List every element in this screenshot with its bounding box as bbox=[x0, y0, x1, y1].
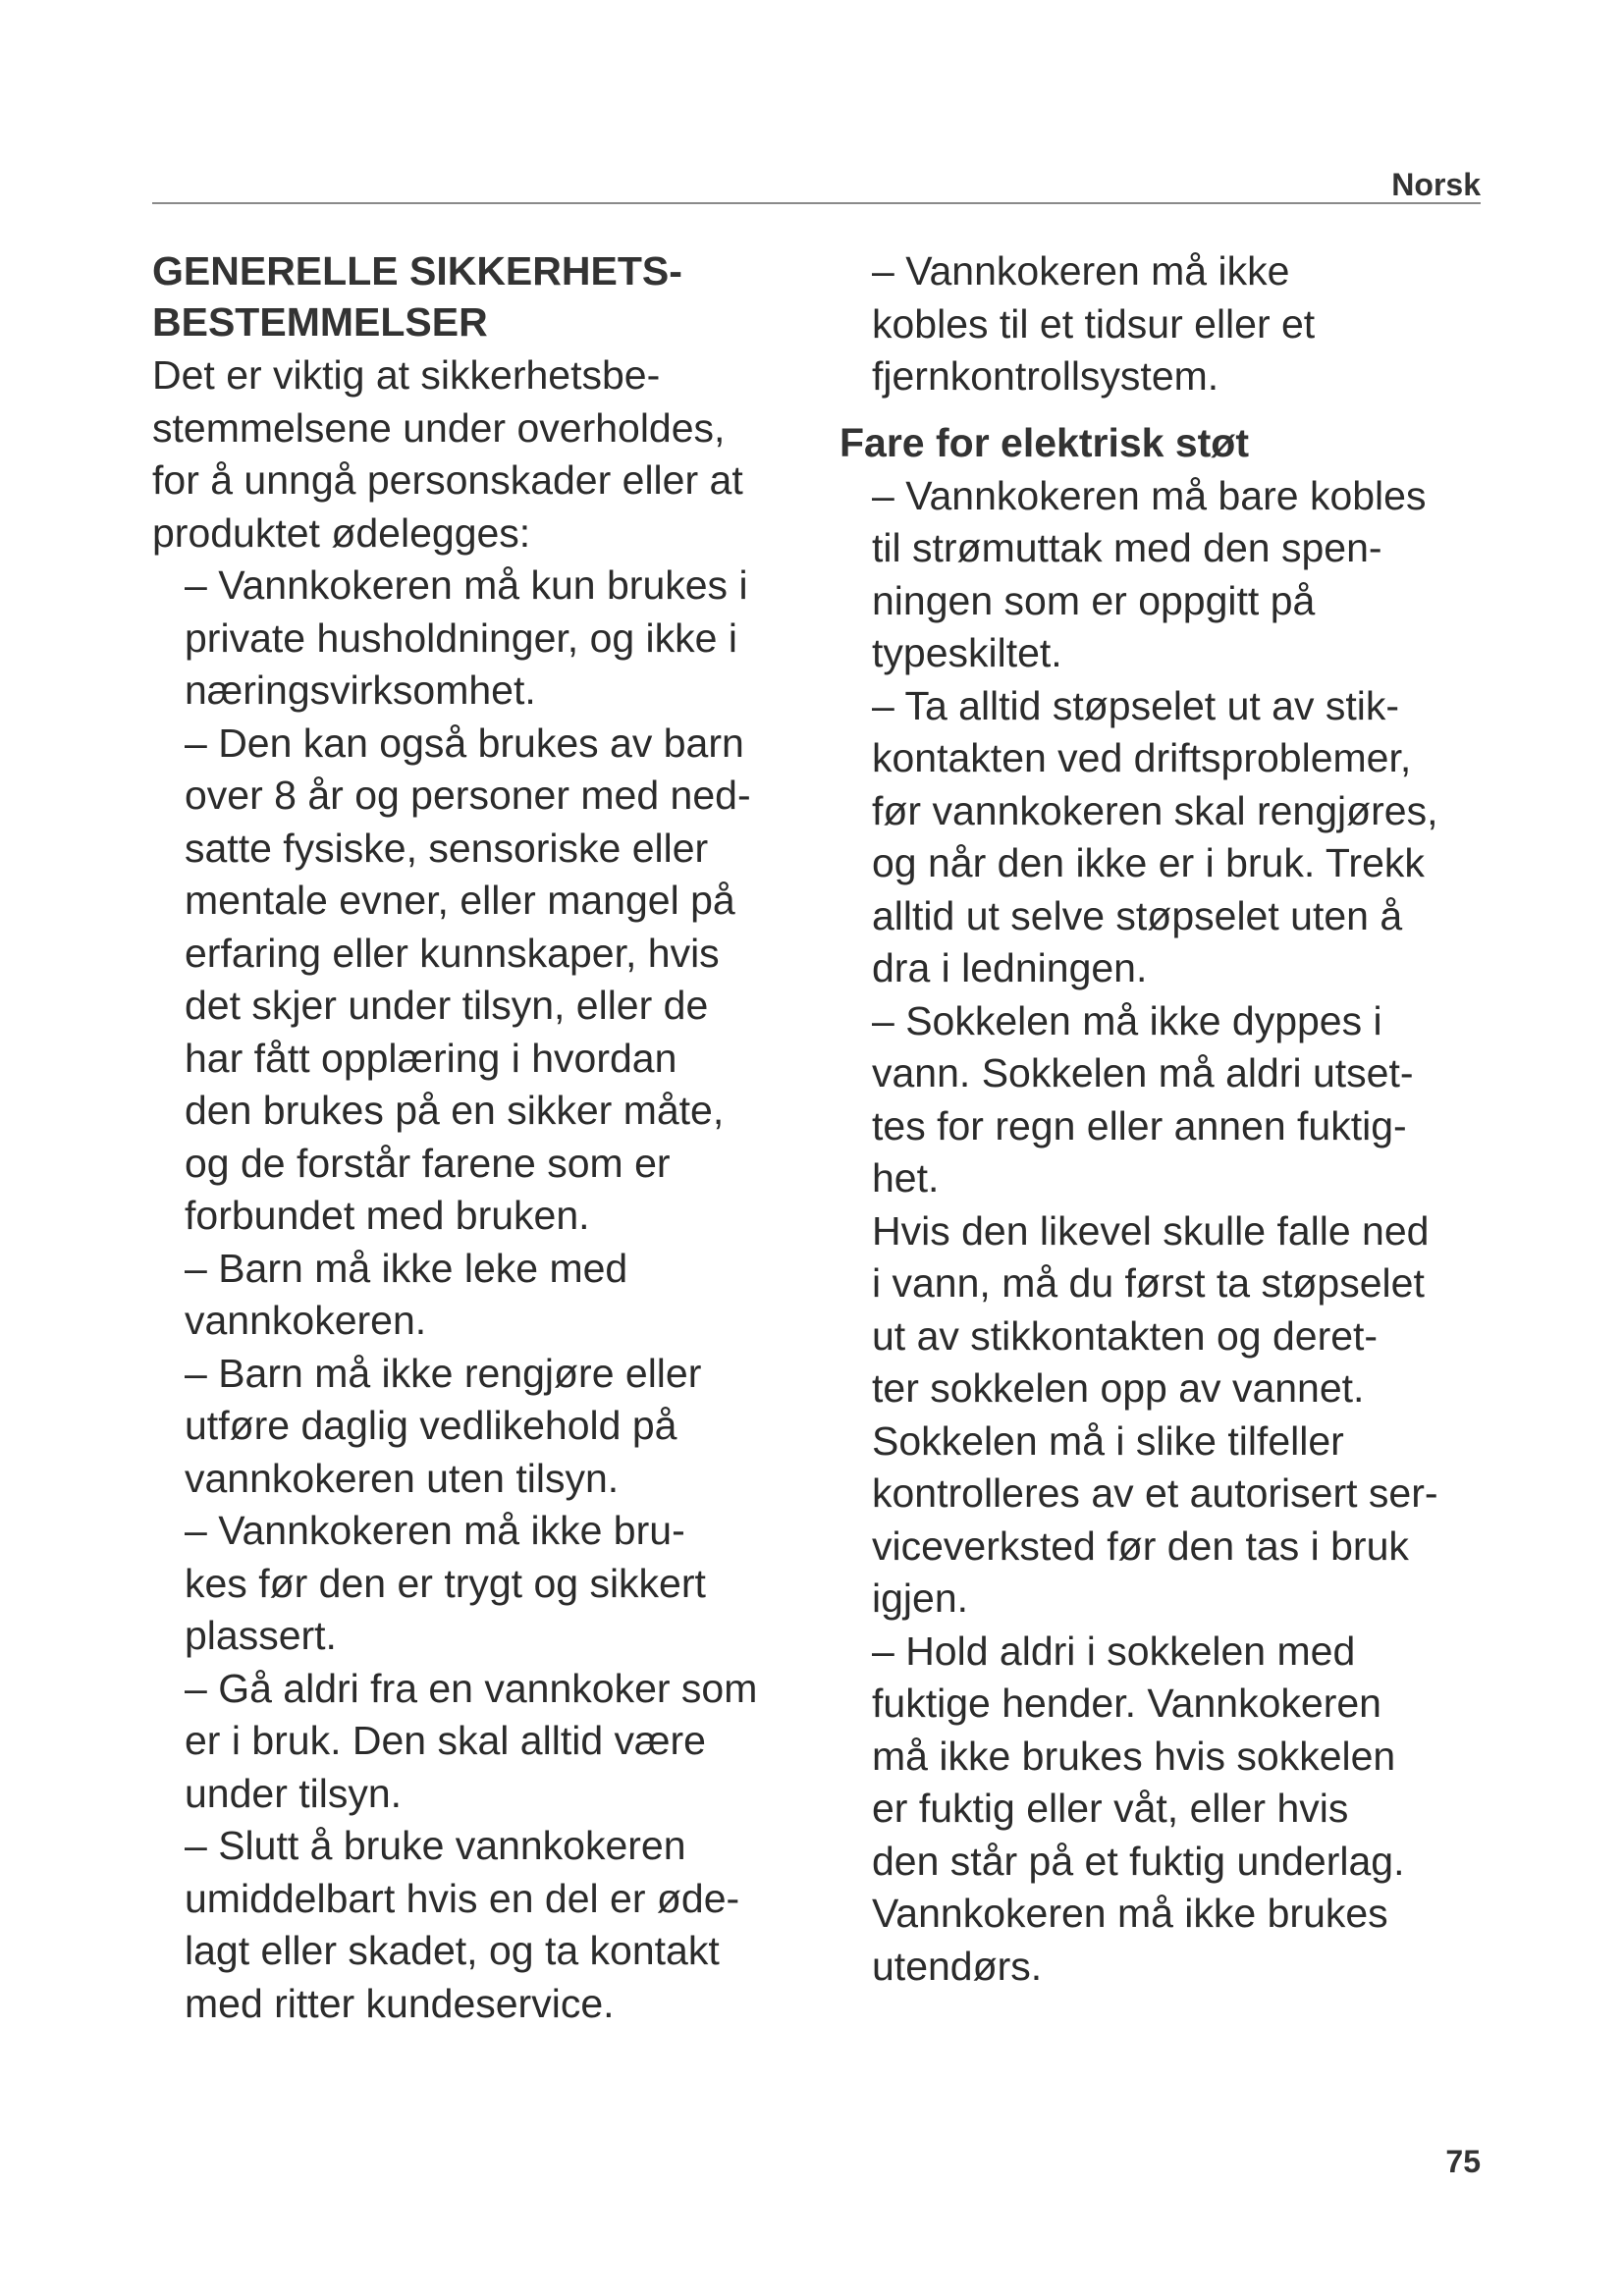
bullet-line: kontakten ved driftsproblemer, bbox=[872, 735, 1412, 780]
bullet-line: – Gå aldri fra en vannkoker som bbox=[185, 1665, 758, 1711]
bullet-line: erfaring eller kunnskaper, hvis bbox=[185, 930, 720, 976]
bullet-line: – Sokkelen må ikke dyppes i bbox=[872, 997, 1382, 1043]
intro-line: produktet ødelegges: bbox=[152, 509, 531, 556]
bullet-line: kobles til et tidsur eller et bbox=[872, 300, 1316, 347]
bullet-line: utføre daglig vedlikehold på bbox=[185, 1403, 677, 1448]
bullet-line: het. bbox=[872, 1155, 940, 1201]
bullet-line: fjernkontrollsystem. bbox=[872, 353, 1219, 399]
bullet-line: tes for regn eller annen fuktig- bbox=[872, 1102, 1407, 1148]
bullet-line: det skjer under tilsyn, eller de bbox=[185, 983, 709, 1028]
wet-base-paragraph bbox=[839, 1205, 1492, 1626]
paragraph-line: i vann, må du først ta støpselet bbox=[872, 1260, 1425, 1306]
right-column bbox=[839, 245, 1492, 1993]
bullet-line: Vannkokeren må ikke brukes bbox=[872, 1891, 1388, 1936]
bullet-line: den står på et fuktig underlag. bbox=[872, 1838, 1405, 1884]
bullet-line: – Vannkokeren må ikke bbox=[872, 248, 1290, 294]
bullet-item bbox=[152, 1243, 830, 1348]
bullet-line: vannkokeren. bbox=[185, 1298, 427, 1343]
bullet-line: mentale evner, eller mangel på bbox=[185, 878, 735, 923]
page-number: 75 bbox=[1445, 2144, 1481, 2179]
bullet-item bbox=[152, 1505, 830, 1663]
bullet-line: alltid ut selve støpselet uten å bbox=[872, 892, 1403, 938]
paragraph-line: viceverksted før den tas i bruk bbox=[872, 1522, 1409, 1569]
bullet-line: – Vannkokeren må kun brukes i bbox=[185, 562, 748, 608]
bullet-line: forbundet med bruken. bbox=[185, 1193, 590, 1238]
bullet-line: fuktige hender. Vannkokeren bbox=[872, 1681, 1381, 1726]
left-column bbox=[152, 245, 830, 2030]
paragraph-line: ter sokkelen opp av vannet. bbox=[872, 1365, 1365, 1411]
bullet-line: under tilsyn. bbox=[185, 1770, 403, 1816]
bullet-line: er i bruk. Den skal alltid være bbox=[185, 1718, 706, 1763]
bullet-item bbox=[152, 718, 830, 1243]
paragraph-line: igjen. bbox=[872, 1575, 969, 1621]
bullet-line: private husholdninger, og ikke i bbox=[185, 614, 737, 661]
bullet-item bbox=[839, 995, 1492, 1205]
bullet-item bbox=[839, 680, 1492, 995]
paragraph-line: Sokkelen må i slike tilfeller bbox=[872, 1417, 1344, 1464]
bullet-line: med ritter kundeservice. bbox=[185, 1980, 615, 2026]
bullet-line: er fuktig eller våt, eller hvis bbox=[872, 1786, 1349, 1831]
bullet-line: utendørs. bbox=[872, 1943, 1043, 1989]
bullet-line: lagt eller skadet, og ta kontakt bbox=[185, 1928, 720, 1973]
bullet-line: næringsvirksomhet. bbox=[185, 667, 536, 713]
bullet-line: dra i ledningen. bbox=[872, 945, 1148, 990]
bullet-line: – Ta alltid støpselet ut av stik- bbox=[872, 682, 1400, 728]
bullet-line: typeskiltet. bbox=[872, 630, 1062, 675]
bullet-line: – Barn må ikke leke med bbox=[185, 1245, 628, 1291]
subheading-electric-shock: Fare for elektrisk støt bbox=[839, 419, 1249, 465]
bullet-line: – Hold aldri i sokkelen med bbox=[872, 1628, 1356, 1674]
bullet-line: må ikke brukes hvis sokkelen bbox=[872, 1733, 1396, 1779]
bullet-line: over 8 år og personer med ned- bbox=[185, 773, 751, 818]
bullet-line: og de forstår farene som er bbox=[185, 1140, 671, 1186]
bullet-line: – Vannkokeren må bare kobles bbox=[872, 472, 1427, 518]
bullet-item bbox=[152, 1348, 830, 1506]
paragraph-line: kontrolleres av et autorisert ser- bbox=[872, 1470, 1438, 1516]
paragraph-line: ut av stikkontakten og deret- bbox=[872, 1312, 1379, 1359]
bullet-item bbox=[839, 470, 1492, 680]
heading-line: GENERELLE SIKKERHETS- bbox=[152, 248, 682, 294]
bullet-line: kes før den er trygt og sikkert bbox=[185, 1560, 706, 1606]
bullet-item bbox=[839, 1626, 1492, 1994]
bullet-line: satte fysiske, sensoriske eller bbox=[185, 825, 709, 871]
bullet-item bbox=[152, 1663, 830, 1821]
bullet-line: umiddelbart hvis en del er øde- bbox=[185, 1875, 740, 1921]
language-label: Norsk bbox=[1391, 167, 1481, 202]
bullet-line: og når den ikke er i bruk. Trekk bbox=[872, 840, 1425, 885]
bullet-line: – Barn må ikke rengjøre eller bbox=[185, 1350, 702, 1396]
bullet-item bbox=[152, 1820, 830, 2030]
intro-line: for å unngå personskader eller at bbox=[152, 457, 743, 503]
section-heading bbox=[152, 245, 830, 347]
bullet-line: den brukes på en sikker måte, bbox=[185, 1088, 725, 1133]
heading-line: BESTEMMELSER bbox=[152, 299, 488, 345]
paragraph-line: Hvis den likevel skulle falle ned bbox=[872, 1207, 1430, 1254]
bullet-line: – Vannkokeren må ikke bru- bbox=[185, 1508, 685, 1553]
bullet-line: har fått opplæring i hvordan bbox=[185, 1035, 677, 1081]
bullet-line: – Den kan også brukes av barn bbox=[185, 720, 744, 766]
subheading-wrapper bbox=[839, 417, 1492, 468]
bullet-line: vannkokeren uten tilsyn. bbox=[185, 1455, 620, 1501]
bullet-line: til strømuttak med den spen- bbox=[872, 525, 1382, 570]
header-divider bbox=[152, 202, 1481, 204]
intro-line: stemmelsene under overholdes, bbox=[152, 404, 726, 451]
bullet-line: – Slutt å bruke vannkokeren bbox=[185, 1823, 686, 1868]
intro-line: Det er viktig at sikkerhetsbe- bbox=[152, 352, 661, 398]
bullet-item bbox=[839, 245, 1492, 403]
intro-paragraph bbox=[152, 349, 830, 560]
bullet-item bbox=[152, 560, 830, 718]
bullet-line: før vannkokeren skal rengjøres, bbox=[872, 787, 1438, 833]
bullet-line: vann. Sokkelen må aldri utset- bbox=[872, 1050, 1414, 1095]
bullet-line: plassert. bbox=[185, 1613, 337, 1658]
bullet-line: ningen som er oppgitt på bbox=[872, 577, 1316, 623]
